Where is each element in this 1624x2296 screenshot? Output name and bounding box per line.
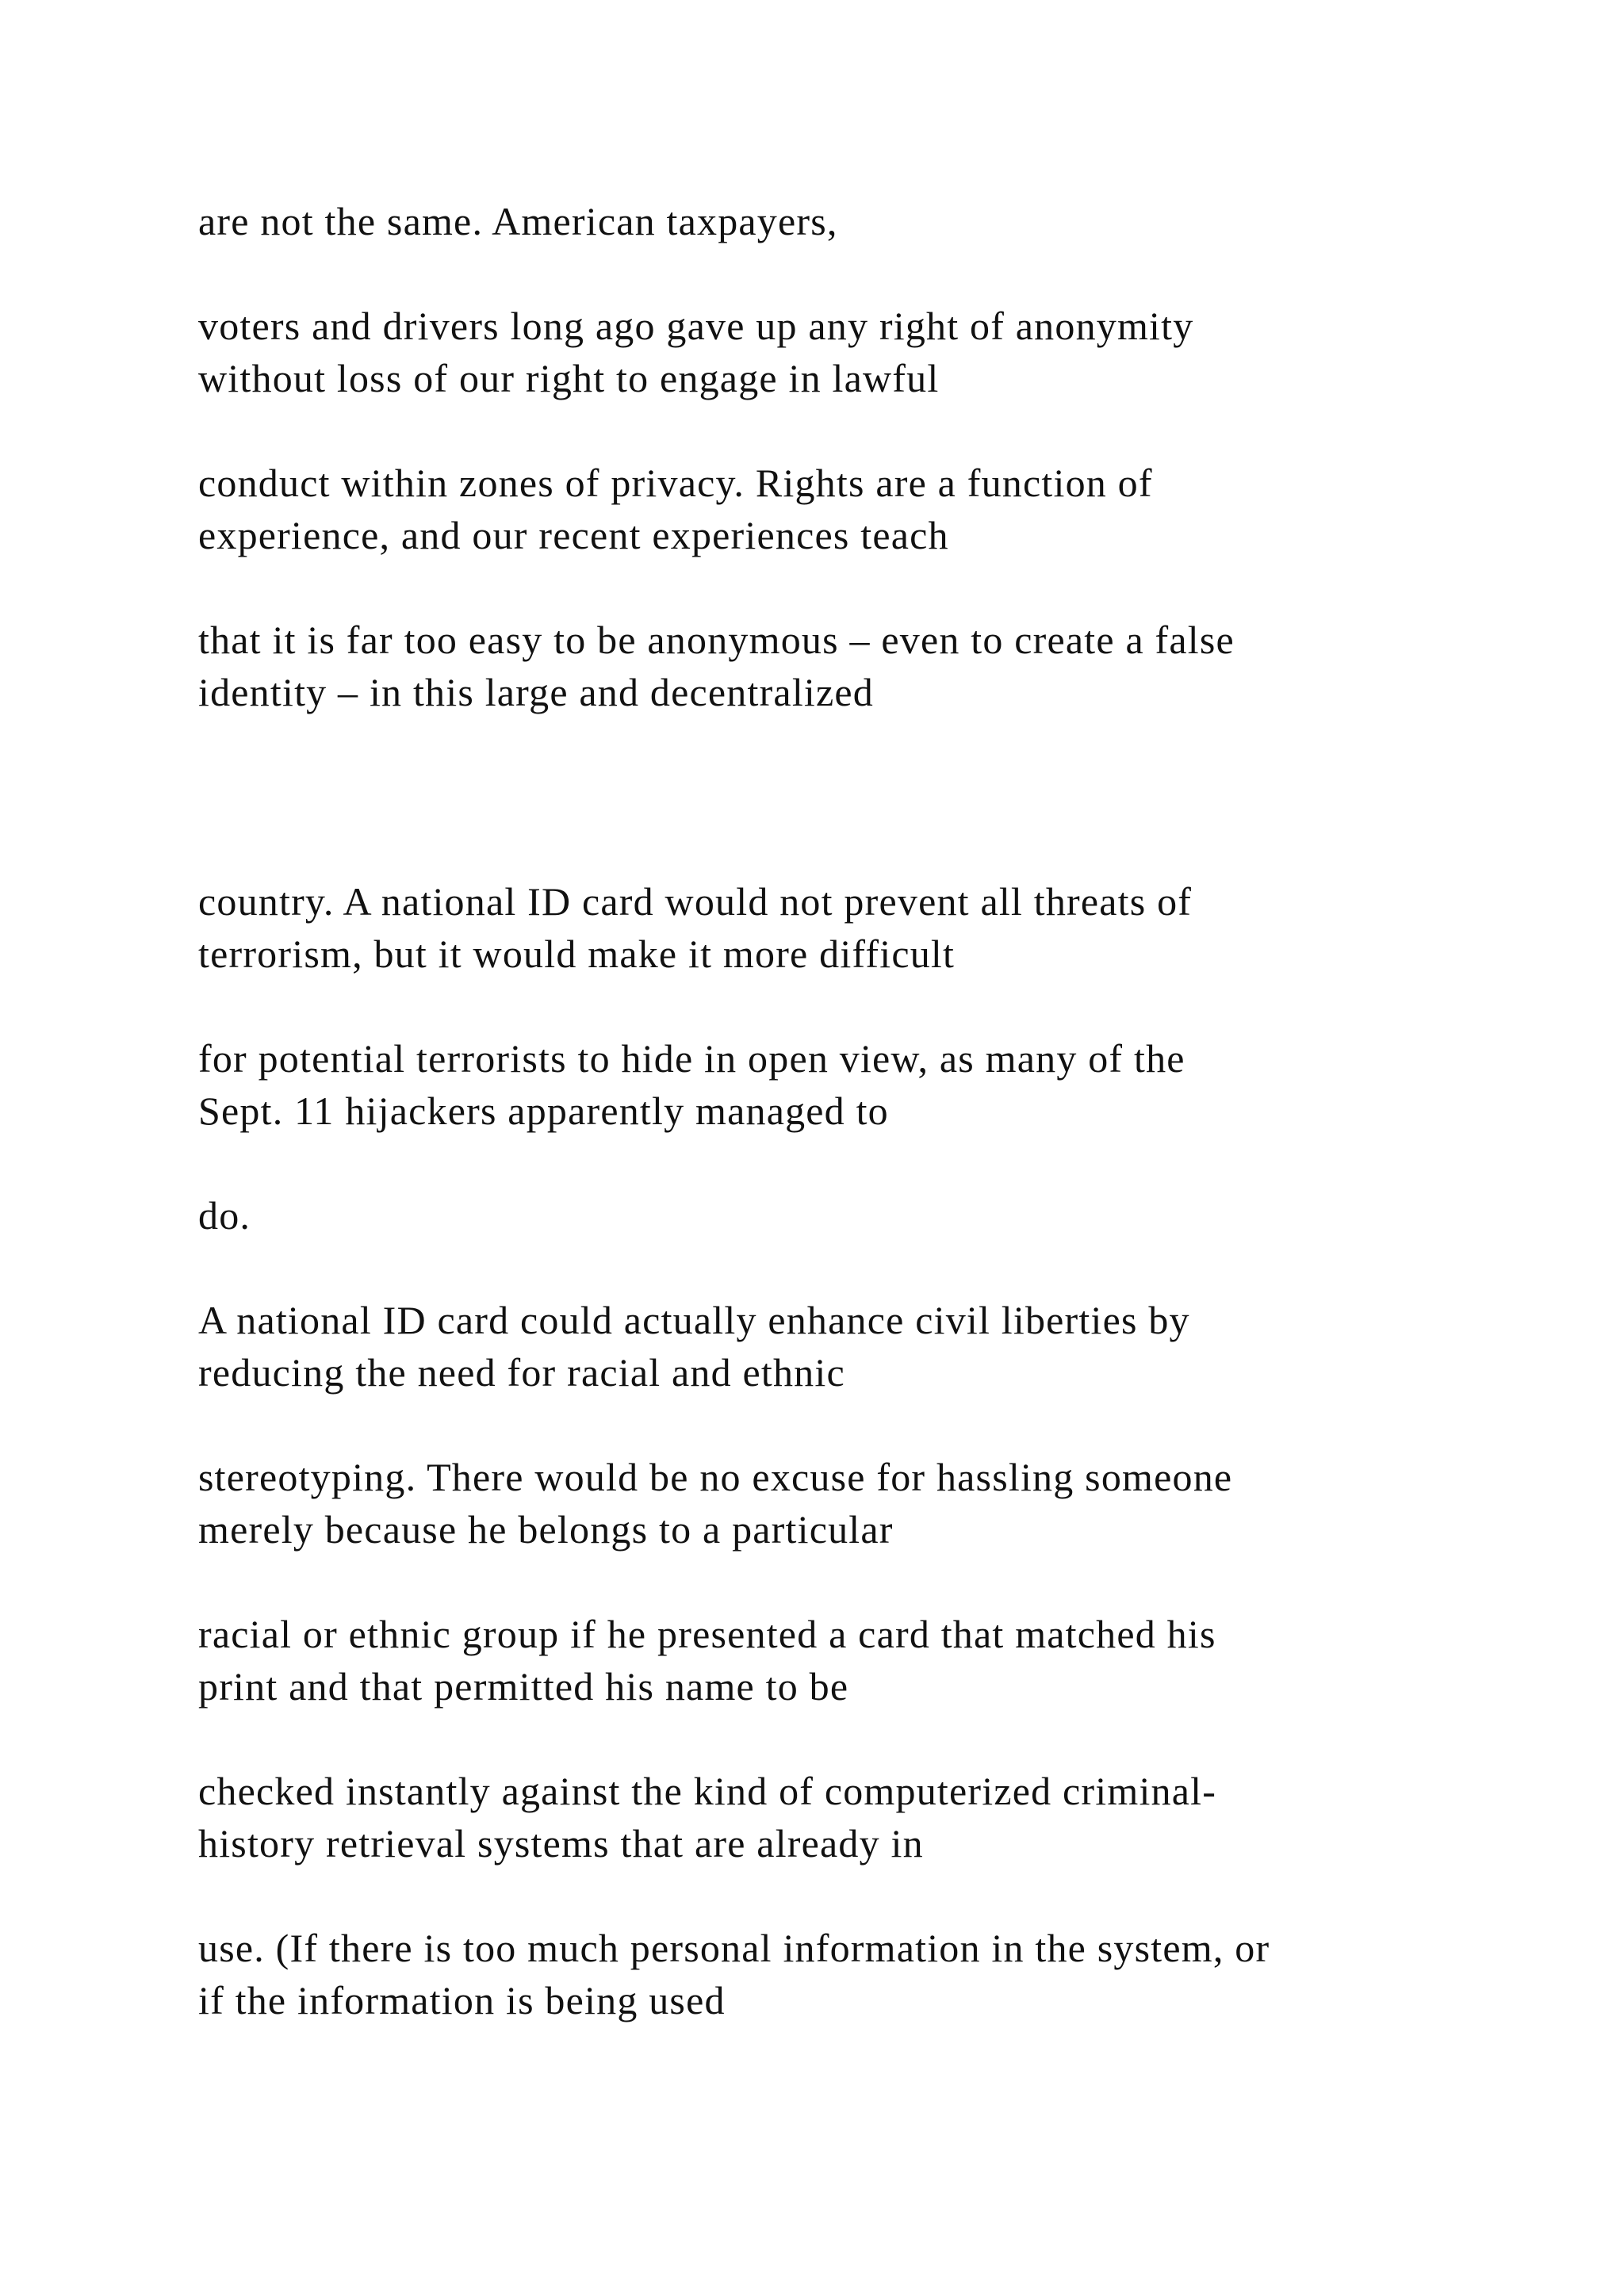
text-line: experience, and our recent experiences teach xyxy=(198,513,949,557)
text-line: for potential terrorists to hide in open view, as many of the xyxy=(198,1036,1185,1081)
paragraph-6 xyxy=(198,1032,1499,1137)
text-line: reducing the need for racial and ethnic xyxy=(198,1350,845,1395)
paragraph-9 xyxy=(198,1451,1499,1556)
text-line: that it is far too easy to be anonymous – even to create a false xyxy=(198,618,1235,662)
text-line: checked instantly against the kind of computerized criminal- xyxy=(198,1769,1217,1813)
text-line: A national ID card could actually enhance civil liberties by xyxy=(198,1298,1190,1342)
text-line: identity – in this large and decentralized xyxy=(198,670,874,714)
text-line: voters and drivers long ago gave up any right of anonymity xyxy=(198,304,1194,348)
paragraph-4 xyxy=(198,614,1499,718)
text-line: merely because he belongs to a particular xyxy=(198,1507,894,1552)
paragraph-7 xyxy=(198,1189,1499,1242)
text-line: terrorism, but it would make it more difficult xyxy=(198,932,956,976)
paragraph-12 xyxy=(198,1922,1499,2026)
paragraph-3 xyxy=(198,457,1499,561)
text-line: conduct within zones of privacy. Rights are a function of xyxy=(198,461,1153,505)
text-line: country. A national ID card would not prevent all threats of xyxy=(198,879,1193,924)
paragraph-10 xyxy=(198,1608,1499,1712)
text-line: if the information is being used xyxy=(198,1978,726,2022)
text-line: do. xyxy=(198,1193,251,1238)
text-line: history retrieval systems that are already in xyxy=(198,1821,924,1866)
text-line: without loss of our right to engage in lawful xyxy=(198,356,940,400)
paragraph-8 xyxy=(198,1294,1499,1399)
text-line: racial or ethnic group if he presented a card that matched his xyxy=(198,1612,1216,1656)
paragraph-11 xyxy=(198,1765,1499,1869)
paragraph-5 xyxy=(198,875,1499,980)
text-line: are not the same. American taxpayers, xyxy=(198,199,838,243)
text-line: stereotyping. There would be no excuse for hassling someone xyxy=(198,1455,1233,1499)
text-line: print and that permitted his name to be xyxy=(198,1664,849,1709)
paragraph-2 xyxy=(198,300,1499,404)
text-line: Sept. 11 hijackers apparently managed to xyxy=(198,1089,889,1133)
paragraph-1 xyxy=(198,195,1499,247)
text-line: use. (If there is too much personal information in the system, or xyxy=(198,1926,1270,1970)
